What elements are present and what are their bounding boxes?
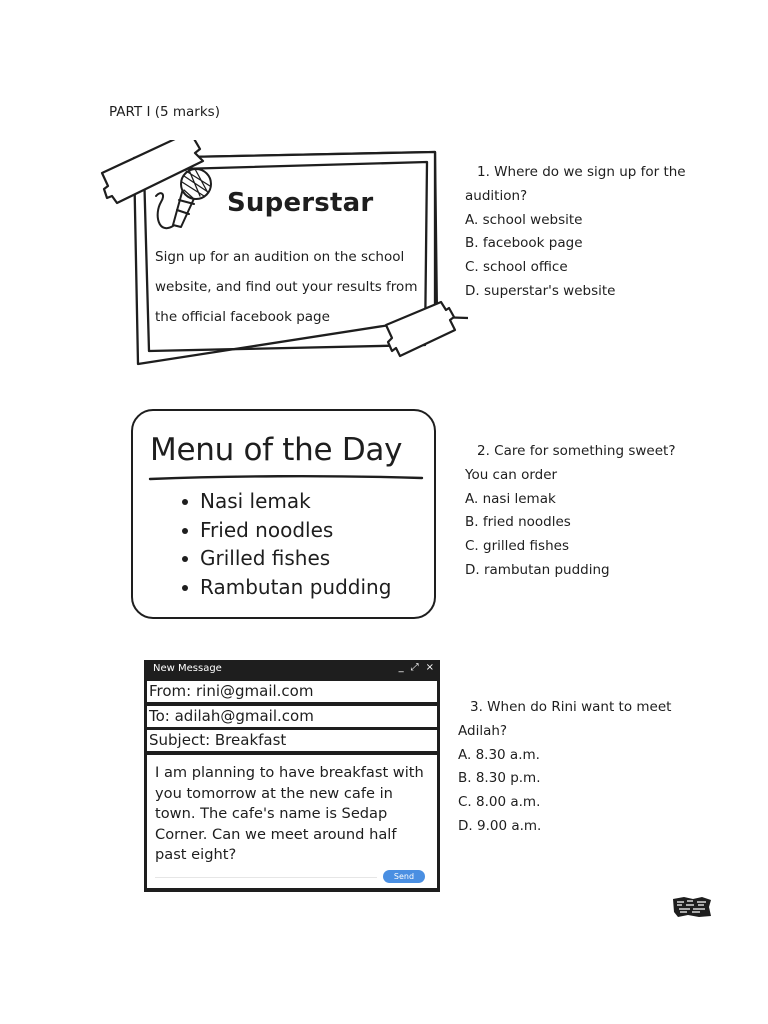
menu-list	[180, 487, 391, 601]
menu-item: Fried noodles	[180, 516, 391, 545]
answer-option-d: D. 9.00 a.m.	[458, 817, 542, 834]
answer-option-b: B. fried noodles	[465, 514, 571, 531]
poster-text	[155, 242, 425, 332]
message-text	[155, 763, 424, 866]
poster-line: Sign up for an audition on the school	[155, 249, 405, 265]
question-stem: 2. Care for something sweet?	[477, 443, 676, 459]
menu-item: Grilled fishes	[180, 544, 391, 573]
menu-item: Nasi lemak	[180, 487, 391, 516]
question-stem: Adilah?	[458, 722, 508, 739]
menu-item: Rambutan pudding	[180, 573, 391, 602]
message-body[interactable]	[147, 755, 437, 888]
poster-title: Superstar	[227, 188, 374, 218]
question-2	[465, 440, 676, 583]
menu-title-underline	[146, 472, 426, 484]
menu-title: Menu of the Day	[150, 432, 403, 468]
to-field[interactable]: To: adilah@gmail.com	[147, 706, 437, 727]
question-stem: audition?	[465, 187, 528, 204]
answer-option-b: B. facebook page	[465, 235, 583, 252]
question-1	[465, 161, 686, 304]
question-3	[458, 696, 671, 839]
publisher-logo	[672, 896, 712, 918]
poster-line: website, and find out your results from	[155, 279, 418, 295]
message-line: you tomorrow at the new cafe in	[155, 784, 393, 802]
message-line: town. The cafe's name is Sedap	[155, 805, 388, 823]
answer-option-d: D. superstar's website	[465, 282, 616, 299]
email-window	[144, 660, 440, 892]
window-controls	[399, 662, 434, 673]
question-stem: You can order	[465, 466, 558, 483]
poster-line: the official facebook page	[155, 309, 330, 325]
answer-option-c: C. school office	[465, 259, 568, 276]
send-button[interactable]: Send	[383, 870, 425, 883]
answer-option-a: A. 8.30 a.m.	[458, 746, 540, 763]
answer-option-c: C. 8.00 a.m.	[458, 794, 541, 811]
answer-option-d: D. rambutan pudding	[465, 561, 610, 578]
expand-icon[interactable]: ⤢	[410, 662, 419, 673]
email-window-title: New Message	[153, 663, 222, 674]
message-line: I am planning to have breakfast with	[155, 764, 424, 781]
message-line: past eight?	[155, 846, 237, 864]
answer-option-a: A. school website	[465, 211, 583, 228]
answer-option-c: C. grilled fishes	[465, 538, 569, 555]
part-title: PART I (5 marks)	[109, 104, 220, 120]
subject-field[interactable]: Subject: Breakfast	[147, 730, 437, 751]
answer-option-a: A. nasi lemak	[465, 490, 556, 507]
from-field[interactable]: From: rini@gmail.com	[147, 681, 437, 702]
divider	[155, 877, 377, 878]
minimize-icon[interactable]: _	[398, 662, 404, 673]
message-line: Corner. Can we meet around half	[155, 825, 397, 843]
question-stem: 1. Where do we sign up for the	[477, 164, 686, 180]
question-stem: 3. When do Rini want to meet	[470, 699, 672, 715]
close-icon[interactable]: ×	[425, 662, 434, 673]
answer-option-b: B. 8.30 p.m.	[458, 770, 541, 787]
